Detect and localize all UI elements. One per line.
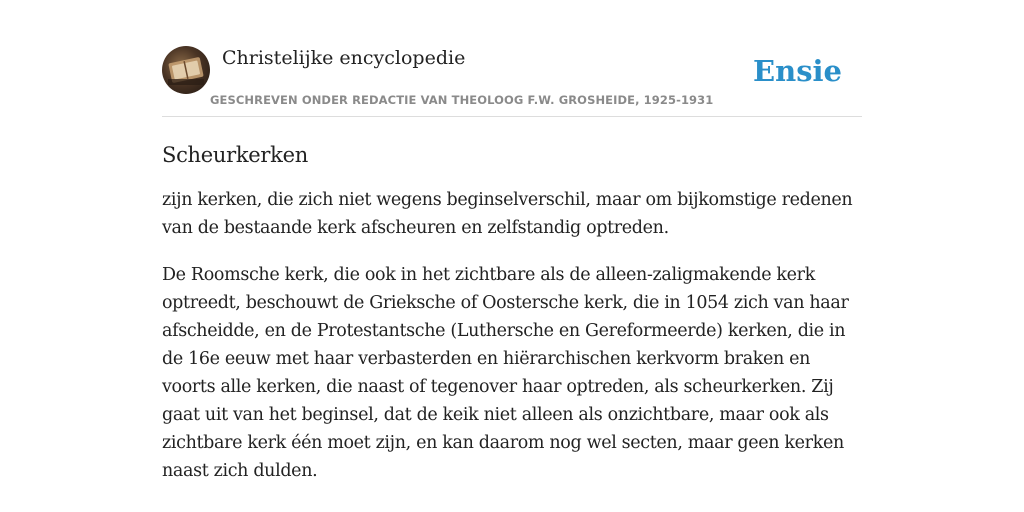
header [162, 46, 862, 117]
ensie-logo[interactable]: Ensie [753, 54, 842, 88]
site-title[interactable]: Christelijke encyclopedie [222, 47, 466, 69]
article [162, 138, 862, 504]
site-subtitle: GESCHREVEN ONDER REDACTIE VAN THEOLOOG F.W. GROSHEIDE, 1925-1931 [210, 93, 714, 107]
article-paragraph-2: De Roomsche kerk, die ook in het zichtbare als de alleen-zaligmakende kerk optreedt, beschouwt de Grieksche of Oostersche kerk, die in 1054 zich van haar afscheidde, en de Protestantsche (Luthersche en Gereformeerde) kerken, die in de 16e eeuw met haar verbasterden en hiërarchischen kerkvorm braken en voorts alle kerken, die naast of tegenover haar optreden, als scheurkerken. Zij gaat uit van het beginsel, dat de keik niet alleen als onzichtbare, maar ook als zichtbare kerk één moet zijn, en kan daarom nog wel secten, maar geen kerken naast zich dulden. [162, 265, 849, 481]
article-paragraph-1: zijn kerken, die zich niet wegens beginselverschil, maar om bijkomstige redenen van de bestaande kerk afscheuren en zelfstandig optreden. [162, 190, 853, 238]
article-term: Scheurkerken [162, 143, 308, 167]
book-icon [162, 46, 210, 94]
encyclopedia-avatar[interactable] [162, 46, 210, 94]
